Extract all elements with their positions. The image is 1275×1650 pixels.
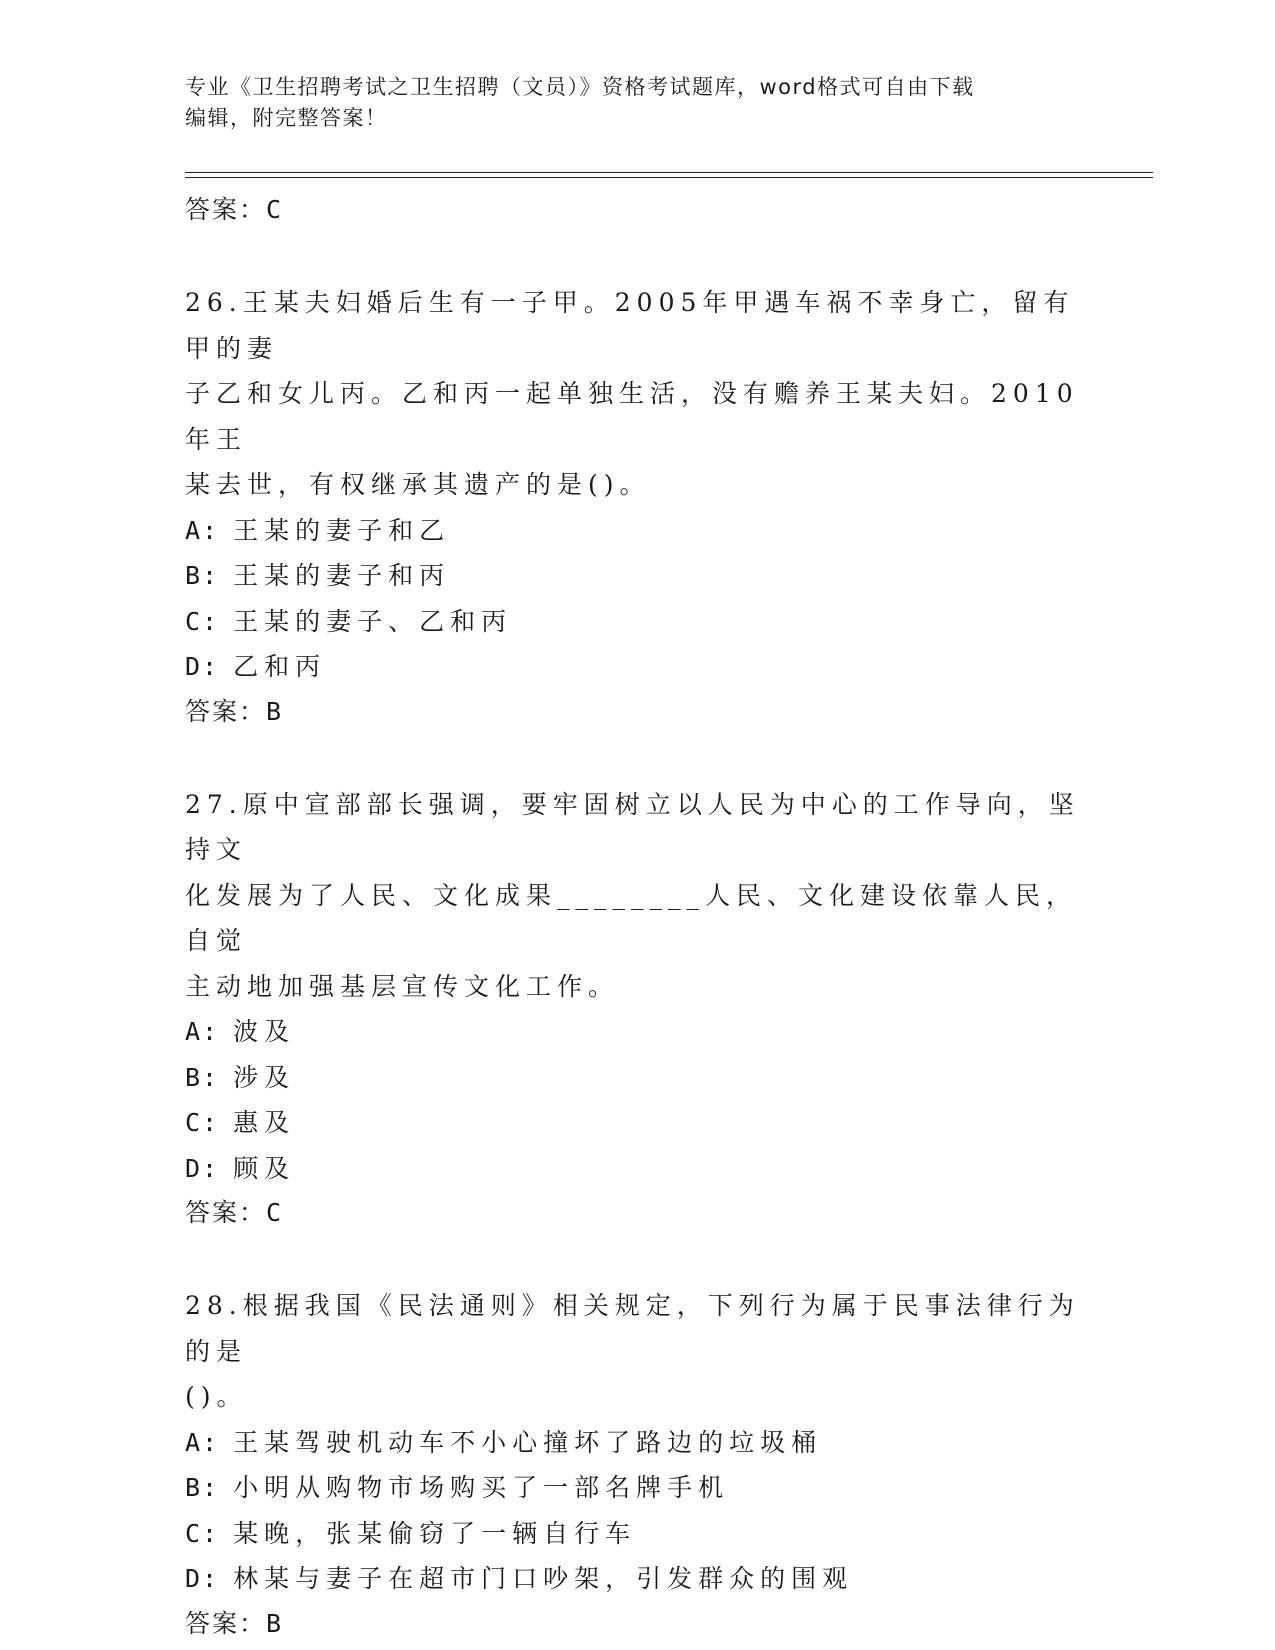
answer-label: 答案： <box>185 195 267 224</box>
stem-line: 根据我国《民法通则》相关规定，下列行为属于民事法律行为的是 <box>185 1291 1080 1366</box>
header-line-2: 编辑，附完整答案！ <box>185 106 388 130</box>
option-letter: A: <box>185 1427 220 1457</box>
answer-label: 答案： <box>185 1198 267 1227</box>
answer <box>185 1191 1085 1235</box>
option-text: 乙和丙 <box>233 652 327 681</box>
option-text: 小明从购物市场购买了一部名牌手机 <box>233 1473 730 1502</box>
question-list <box>185 188 1085 1646</box>
option-b <box>185 1465 1085 1511</box>
stem-line: 王某夫妇婚后生有一子甲。2005年甲遇车祸不幸身亡，留有甲的妻 <box>185 288 1075 363</box>
option-c <box>185 599 1085 645</box>
answer-value: B <box>266 696 284 726</box>
answer-label: 答案： <box>185 696 267 726</box>
option-letter: C: <box>185 1108 220 1137</box>
option-text: 惠及 <box>233 1108 296 1137</box>
question-28 <box>185 1283 1085 1646</box>
stem-line: 子乙和女儿丙。乙和丙一起单独生活，没有赡养王某夫妇。2010年王 <box>185 379 1079 454</box>
header-divider-bottom <box>185 177 1153 178</box>
question-stem <box>185 280 1085 508</box>
option-letter: A: <box>185 515 220 545</box>
option-text: 涉及 <box>233 1062 296 1092</box>
header-line-1: 专业《卫生招聘考试之卫生招聘（文员）》资格考试题库，word格式可自由下载 <box>185 75 975 99</box>
option-d <box>185 644 1085 690</box>
stem-line: 原中宣部部长强调，要牢固树立以人民为中心的工作导向，坚持文 <box>185 789 1080 864</box>
stem-line: 主动地加强基层宣传文化工作。 <box>185 971 620 1001</box>
option-a <box>185 1420 1085 1466</box>
question-27 <box>185 782 1085 1236</box>
option-a <box>185 1009 1085 1055</box>
question-stem <box>185 782 1085 1010</box>
previous-answer <box>185 188 1085 232</box>
option-letter: D: <box>185 1153 220 1183</box>
option-b <box>185 553 1085 599</box>
document-header <box>185 72 1065 134</box>
answer <box>185 690 1085 734</box>
option-d <box>185 1556 1085 1602</box>
option-text: 顾及 <box>233 1153 296 1183</box>
option-a <box>185 508 1085 554</box>
question-26 <box>185 280 1085 734</box>
option-b <box>185 1055 1085 1101</box>
stem-line: 化发展为了人民、文化成果________人民、文化建设依靠人民，自觉 <box>185 880 1078 955</box>
option-letter: D: <box>185 652 220 681</box>
answer-value: B <box>266 1608 284 1638</box>
option-text: 波及 <box>233 1017 296 1046</box>
option-text: 某晚，张某偷窃了一辆自行车 <box>233 1518 637 1548</box>
option-d <box>185 1146 1085 1192</box>
question-number: 28. <box>185 1291 243 1320</box>
option-text: 王某的妻子和丙 <box>233 561 451 590</box>
option-letter: B: <box>185 561 220 590</box>
answer-value: C <box>266 195 284 224</box>
question-stem <box>185 1283 1085 1420</box>
stem-line: 某去世，有权继承其遗产的是()。 <box>185 470 651 499</box>
option-letter: D: <box>185 1564 220 1593</box>
option-letter: C: <box>185 1518 220 1548</box>
option-letter: B: <box>185 1473 220 1502</box>
option-c <box>185 1511 1085 1557</box>
header-divider-top <box>185 172 1153 173</box>
question-number: 27. <box>185 789 243 819</box>
option-letter: A: <box>185 1017 220 1046</box>
option-text: 王某驾驶机动车不小心撞坏了路边的垃圾桶 <box>233 1427 823 1457</box>
option-letter: B: <box>185 1062 220 1092</box>
answer <box>185 1602 1085 1646</box>
answer-value: C <box>266 1198 284 1227</box>
question-number: 26. <box>185 288 243 317</box>
answer-label: 答案： <box>185 1608 267 1638</box>
option-letter: C: <box>185 606 220 636</box>
option-text: 王某的妻子和乙 <box>233 515 451 545</box>
option-text: 林某与妻子在超市门口吵架，引发群众的围观 <box>233 1564 854 1593</box>
option-c <box>185 1100 1085 1146</box>
option-text: 王某的妻子、乙和丙 <box>233 606 513 636</box>
stem-line: ()。 <box>185 1382 248 1411</box>
